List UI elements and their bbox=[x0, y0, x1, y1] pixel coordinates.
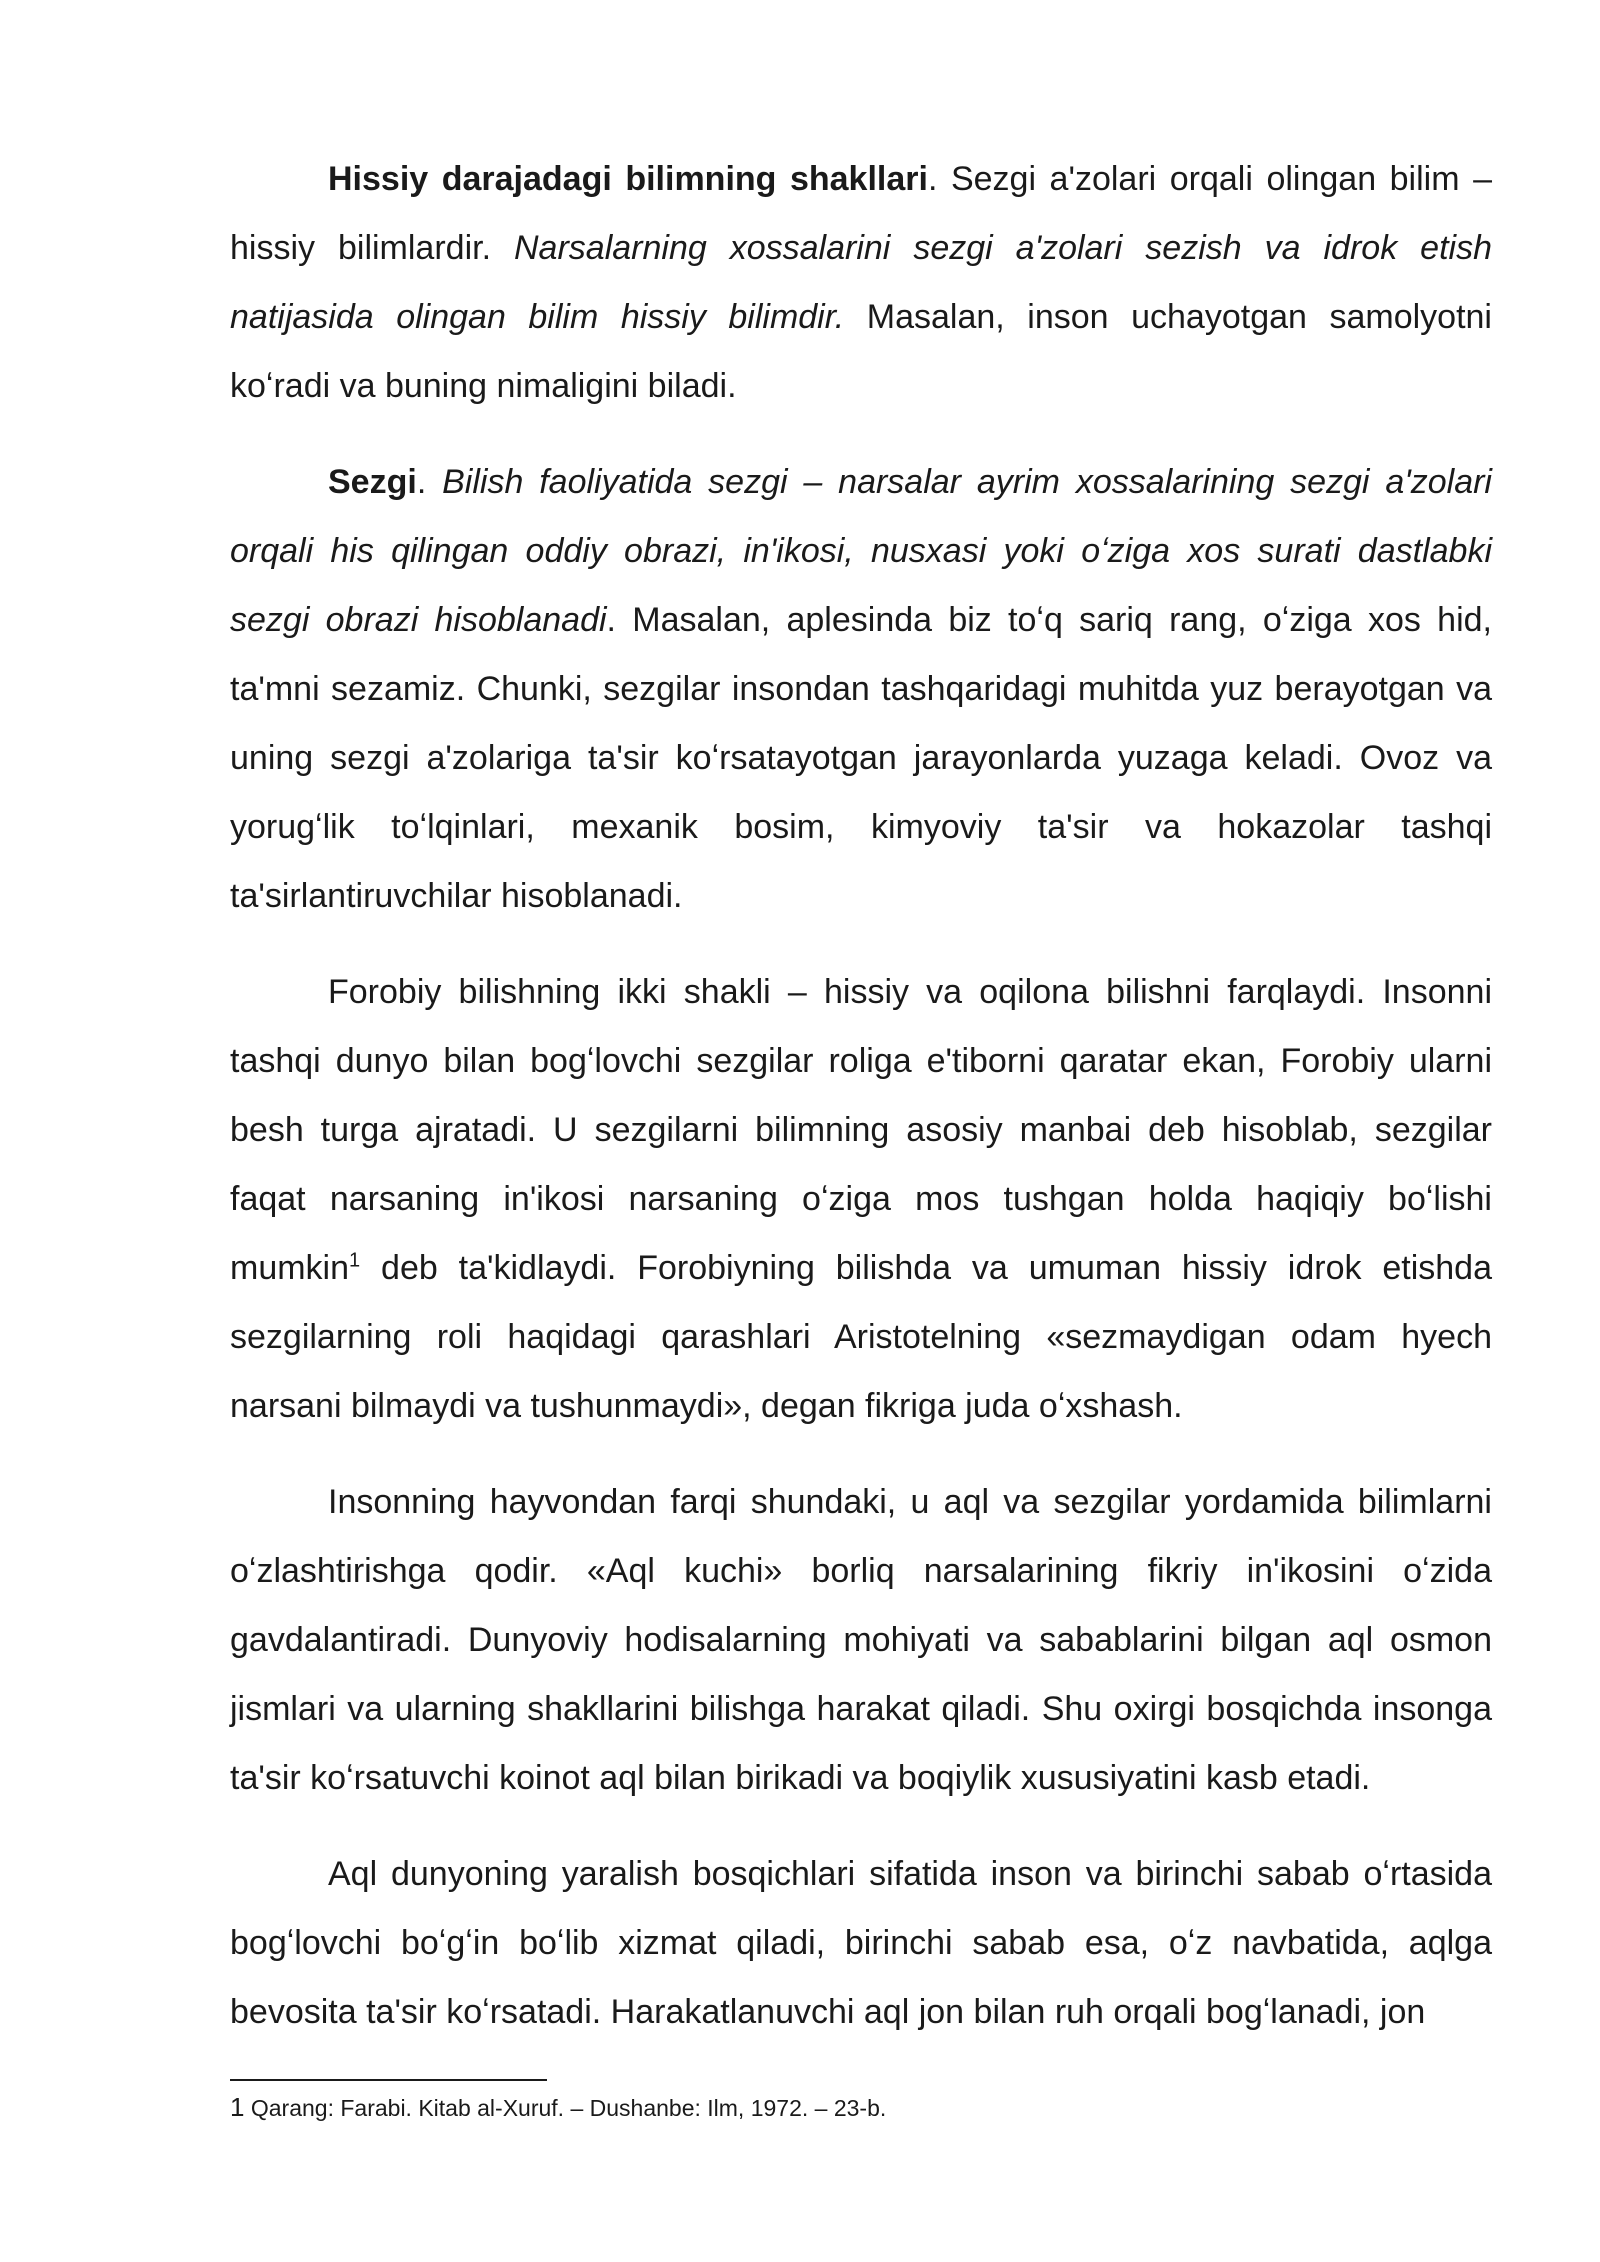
paragraph-heading: Sezgi bbox=[328, 463, 417, 501]
paragraph-sensory-knowledge bbox=[230, 145, 1492, 421]
document-body bbox=[230, 145, 1492, 2074]
paragraph-human-mind bbox=[230, 1468, 1492, 1813]
paragraph-sensation bbox=[230, 448, 1492, 931]
paragraph-text: Forobiy bilishning ikki shakli – hissiy va oqilona bilishni farqlaydi. Insonni tashqi dunyo bilan bogʻlovchi sezgilar roliga e'tiborni qaratar ekan, Forobiy ularni besh turga ajratadi. U sezgilarni bilimning asosiy manbai deb hisoblab, sezgilar faqat narsaning in'ikosi narsaning oʻziga mos tushgan holda haqiqiy boʻlishi mumkin bbox=[230, 973, 1492, 1287]
paragraph-text: . Masalan, aplesinda biz toʻq sariq rang, oʻziga xos hid, ta'mni sezamiz. Chunki, sezgilar insondan tashqaridagi muhitda yuz berayotgan va uning sezgi a'zolariga ta'sir koʻrsatayotgan jarayonlarda yuzaga keladi. Ovoz va yorugʻlik toʻlqinlari, mexanik bosim, kimyoviy ta'sir va hokazolar tashqi ta'sirlantiruvchilar hisoblanadi. bbox=[230, 601, 1492, 915]
footnote-separator bbox=[230, 2079, 547, 2081]
paragraph-heading: Hissiy darajadagi bilimning shakllari bbox=[328, 160, 928, 198]
heading-punctuation: . bbox=[927, 160, 951, 198]
paragraph-text: Masalan, inson uchayotgan samolyotni koʻradi va buning nimaligini biladi. bbox=[230, 298, 1492, 405]
paragraph-text: Sezgi a'zolari orqali olingan bilim – hissiy bilimlardir. bbox=[230, 160, 1492, 267]
paragraph-text: Aql dunyoning yaralish bosqichlari sifatida inson va birinchi sabab oʻrtasida bogʻlovchi boʻgʻin boʻlib xizmat qiladi, birinchi sabab esa, oʻz navbatida, aqlga bevosita ta'sir koʻrsatadi. Harakatlanuvchi aql jon bilan ruh orqali bogʻlanadi, jon bbox=[230, 1855, 1492, 2031]
paragraph-text: Insonning hayvondan farqi shundaki, u aql va sezgilar yordamida bilimlarni oʻzlashtirishga qodir. «Aql kuchi» borliq narsalarining fikriy in'ikosini oʻzida gavdalantiradi. Dunyoviy hodisalarning mohiyati va sabablarini bilgan aql osmon jismlari va ularning shakllarini bilishga harakat qiladi. Shu oxirgi bosqichda insonga ta'sir koʻrsatuvchi koinot aql bilan birikadi va boqiylik xususiyatini kasb etadi. bbox=[230, 1483, 1492, 1797]
paragraph-italic-definition: Narsalarning xossalarini sezgi a'zolari sezish va idrok etish natijasida olingan bilim hissiy bilimdir. bbox=[230, 229, 1492, 336]
footnote-text: Qarang: Farabi. Kitab al-Xuruf. – Dushanbe: Ilm, 1972. – 23-b. bbox=[244, 2095, 887, 2121]
paragraph-farabi bbox=[230, 958, 1492, 1441]
heading-punctuation: . bbox=[416, 463, 443, 501]
paragraph-text: deb ta'kidlaydi. Forobiyning bilishda va umuman hissiy idrok etishda sezgilarning roli haqidagi qarashlari Aristotelning «sezmaydigan odam hyech narsani bilmaydi va tushunmaydi», degan fikriga juda oʻxshash. bbox=[230, 1249, 1492, 1425]
footnote-number: 1 bbox=[230, 2092, 245, 2122]
footnote-reference[interactable]: 1 bbox=[349, 1249, 361, 1272]
footnote bbox=[230, 2092, 886, 2123]
paragraph-intellect bbox=[230, 1840, 1492, 2047]
paragraph-italic-definition: Bilish faoliyatida sezgi – narsalar ayrim xossalarining sezgi a'zolari orqali his qilingan oddiy obrazi, in'ikosi, nusxasi yoki oʻziga xos surati dastlabki sezgi obrazi hisoblanadi bbox=[230, 463, 1492, 639]
